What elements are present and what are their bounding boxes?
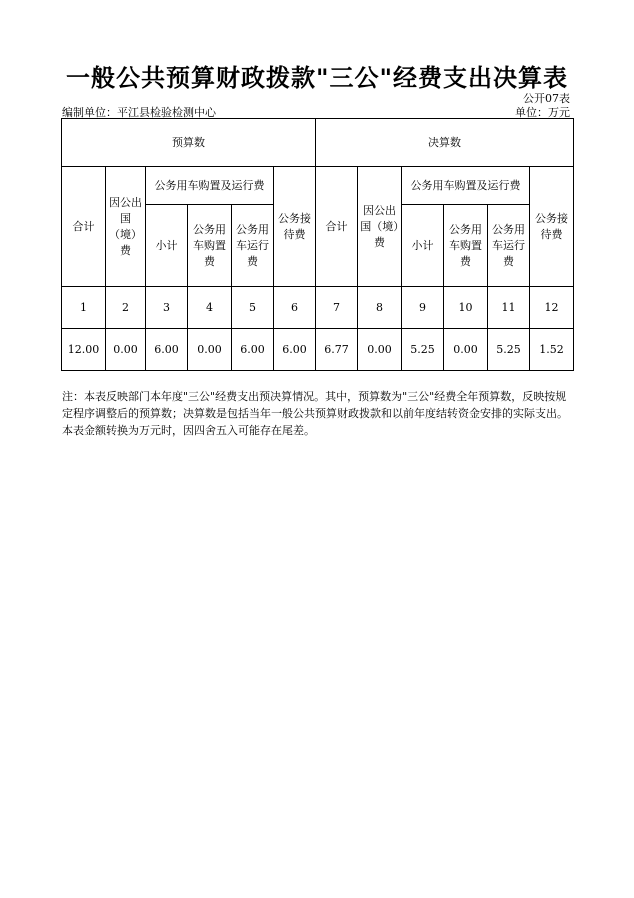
value-cell: 0.00 bbox=[188, 329, 232, 371]
budget-subtotal-header: 小计 bbox=[146, 205, 188, 287]
organization-label: 编制单位：平江县检验检测中心 bbox=[62, 106, 216, 119]
final-subtotal-header: 小计 bbox=[402, 205, 444, 287]
col-number: 10 bbox=[444, 287, 488, 329]
value-cell: 0.00 bbox=[106, 329, 146, 371]
budget-reception-header: 公务接待费 bbox=[274, 167, 316, 287]
value-cell: 1.52 bbox=[530, 329, 574, 371]
value-cell: 0.00 bbox=[358, 329, 402, 371]
final-abroad-header: 因公出国（境）费 bbox=[358, 167, 402, 287]
page-title: 一般公共预算财政拨款"三公"经费支出决算表 bbox=[65, 64, 568, 92]
col-number: 3 bbox=[146, 287, 188, 329]
col-number: 7 bbox=[316, 287, 358, 329]
final-operation-header: 公务用车运行费 bbox=[488, 205, 530, 287]
value-cell: 6.77 bbox=[316, 329, 358, 371]
value-cell: 6.00 bbox=[146, 329, 188, 371]
unit-label: 单位：万元 bbox=[515, 106, 570, 119]
final-total-header: 合计 bbox=[316, 167, 358, 287]
col-number: 6 bbox=[274, 287, 316, 329]
value-cell: 12.00 bbox=[62, 329, 106, 371]
expense-table bbox=[61, 118, 574, 371]
value-cell: 6.00 bbox=[232, 329, 274, 371]
budget-header: 预算数 bbox=[62, 119, 316, 167]
footnote: 注：本表反映部门本年度"三公"经费支出预决算情况。其中，预算数为"三公"经费全年预算数，反映按规定程序调整后的预算数；决算数是包括当年一般公共预算财政拨款和以前年度结转资金安排的实际支出。本表金额转换为万元时，因四舍五入可能存在尾差。 bbox=[62, 390, 568, 437]
col-number: 2 bbox=[106, 287, 146, 329]
budget-vehicle-header: 公务用车购置及运行费 bbox=[146, 167, 274, 205]
col-number: 11 bbox=[488, 287, 530, 329]
budget-purchase-header: 公务用车购置费 bbox=[188, 205, 232, 287]
budget-operation-header: 公务用车运行费 bbox=[232, 205, 274, 287]
col-number: 4 bbox=[188, 287, 232, 329]
budget-total-header: 合计 bbox=[62, 167, 106, 287]
value-cell: 0.00 bbox=[444, 329, 488, 371]
form-number: 公开07表 bbox=[523, 92, 570, 105]
col-number: 1 bbox=[62, 287, 106, 329]
col-number: 12 bbox=[530, 287, 574, 329]
value-cell: 5.25 bbox=[402, 329, 444, 371]
final-header: 决算数 bbox=[316, 119, 574, 167]
col-number: 9 bbox=[402, 287, 444, 329]
value-cell: 6.00 bbox=[274, 329, 316, 371]
budget-abroad-header: 因公出国（境）费 bbox=[106, 167, 146, 287]
col-number: 5 bbox=[232, 287, 274, 329]
final-vehicle-header: 公务用车购置及运行费 bbox=[402, 167, 530, 205]
final-reception-header: 公务接待费 bbox=[530, 167, 574, 287]
value-cell: 5.25 bbox=[488, 329, 530, 371]
final-purchase-header: 公务用车购置费 bbox=[444, 205, 488, 287]
col-number: 8 bbox=[358, 287, 402, 329]
